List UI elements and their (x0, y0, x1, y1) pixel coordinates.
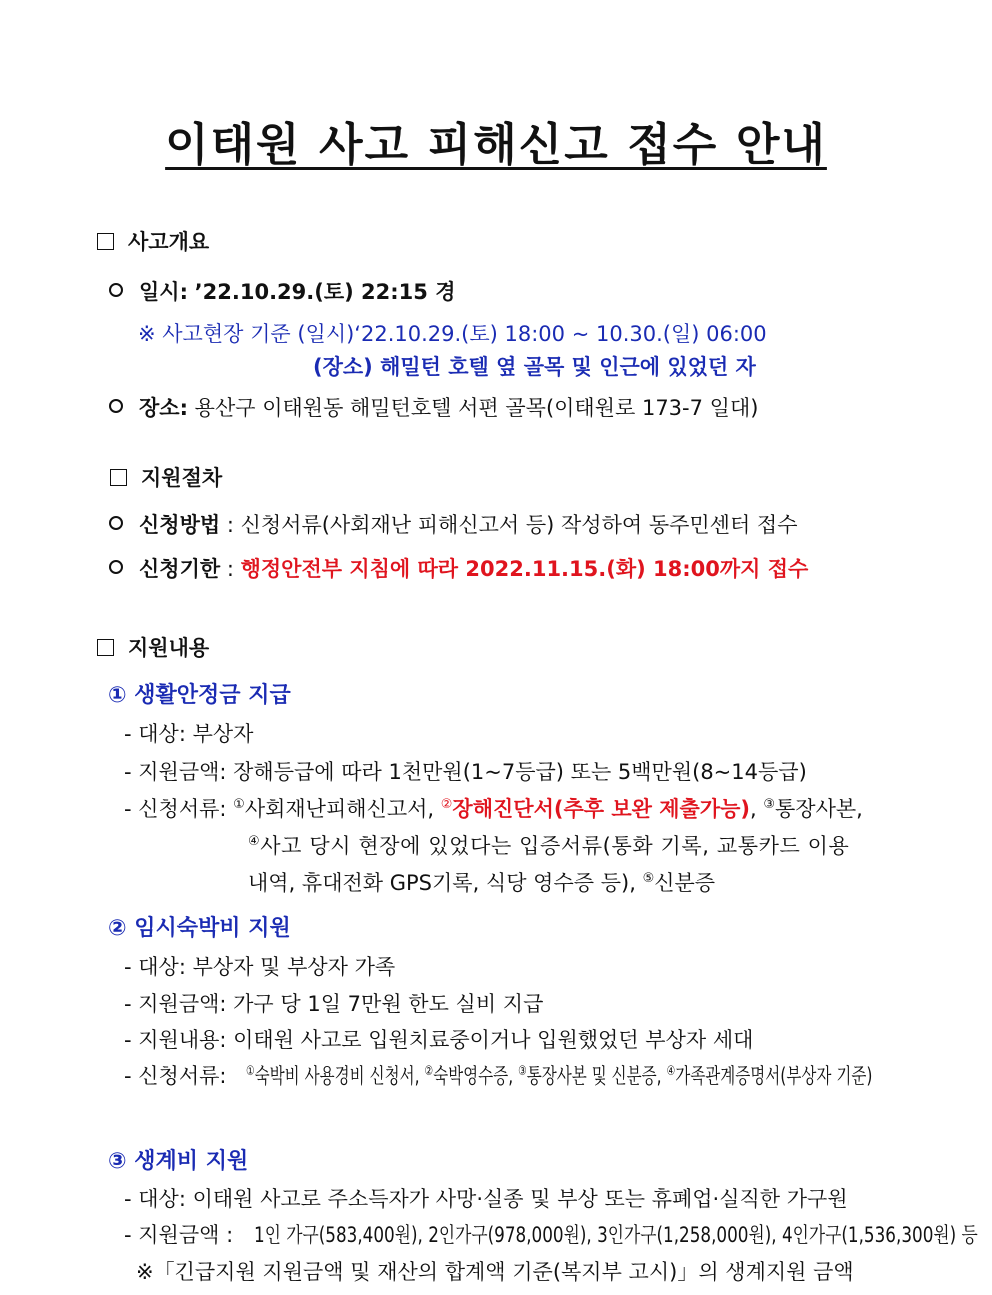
procedure-method: 신청방법 : 신청서류(사회재난 피해신고서 등) 작성하여 동주민센터 접수 (109, 509, 798, 539)
support-living-docs-cont: ④사고 당시 현장에 있었다는 입증서류(통화 기록, 교통카드 이용 (248, 834, 850, 858)
bullet-circle-icon (109, 283, 123, 297)
section-heading-overview: 사고개요 (97, 226, 209, 256)
support-lodging-content: - 지원내용: 이태원 사고로 입원치료중이거나 입원했었던 부상자 세대 (124, 1028, 754, 1052)
overview-place: 장소: 용산구 이태원동 해밀턴호텔 서편 골목(이태원로 173-7 일대) (109, 392, 758, 422)
overview-date: 일시: ’22.10.29.(토) 22:15 경 (109, 276, 456, 306)
procedure-deadline: 신청기한 : 행정안전부 지침에 따라 2022.11.15.(화) 18:00까지 접수 (109, 553, 808, 583)
bullet-circle-icon (109, 399, 123, 413)
support-living-docs: - 신청서류: ①사회재난피해신고서, ②장해진단서(추후 보완 제출가능), ③통장사본, (124, 797, 863, 821)
page-title: 이태원 사고 피해신고 접수 안내 (165, 118, 827, 171)
support-lodging-target: - 대상: 부상자 및 부상자 가족 (124, 955, 396, 979)
support-living-cost-amount-list: 1인 가구(583,400원), 2인가구(978,000원), 3인가구(1,258,000원), 4인가구(1,536,300원) 등 (254, 1223, 978, 1247)
support-living-cost-target: - 대상: 이태원 사고로 주소득자가 사망·실종 및 부상 또는 휴폐업·실직한 가구원 (124, 1187, 848, 1211)
checkbox-square-icon (97, 233, 114, 250)
support-living-amount: - 지원금액: 장해등급에 따라 1천만원(1~7등급) 또는 5백만원(8~14등급) (124, 760, 807, 784)
checkbox-square-icon (97, 639, 114, 656)
checkbox-square-icon (110, 469, 127, 486)
overview-note-time: ※ 사고현장 기준 (일시)‘22.10.29.(토) 18:00 ~ 10.30.(일) 06:00 (138, 322, 767, 346)
support-lodging-docs: - 신청서류: ①숙박비 사용경비 신청서, ②숙박영수증, ③통장사본 및 신분증, ④가족관계증명서(부상자 기준) (124, 1060, 226, 1090)
bullet-circle-icon (109, 560, 123, 574)
support-living-cost-amount: - 지원금액 : 1인 가구(583,400원), 2인가구(978,000원), 3인가구(1,258,000원), 4인가구(1,536,300원) 등 (124, 1219, 233, 1249)
support-lodging-docs-list: ①숙박비 사용경비 신청서, ②숙박영수증, ③통장사본 및 신분증, ④가족관계증명서(부상자 기준) (246, 1064, 873, 1088)
support-living-cost-note: ※「긴급지원 지원금액 및 재산의 합계액 기준(복지부 고시)」의 생계지원 금액 (136, 1260, 854, 1284)
support-living-cost-title: ③ 생계비 지원 (108, 1149, 249, 1174)
support-living-docs-cont2: 내역, 휴대전화 GPS기록, 식당 영수증 등), ⑤신분증 (248, 871, 716, 895)
support-lodging-title: ② 임시숙박비 지원 (108, 916, 291, 941)
support-lodging-amount: - 지원금액: 가구 당 1일 7만원 한도 실비 지급 (124, 992, 544, 1016)
section-heading-support: 지원내용 (97, 632, 209, 662)
section-heading-procedure: 지원절차 (110, 462, 222, 492)
overview-note-place: (장소) 해밀턴 호텔 옆 골목 및 인근에 있었던 자 (313, 355, 756, 379)
support-living-target: - 대상: 부상자 (124, 722, 254, 746)
bullet-circle-icon (109, 516, 123, 530)
support-living-title: ① 생활안정금 지급 (108, 683, 291, 708)
